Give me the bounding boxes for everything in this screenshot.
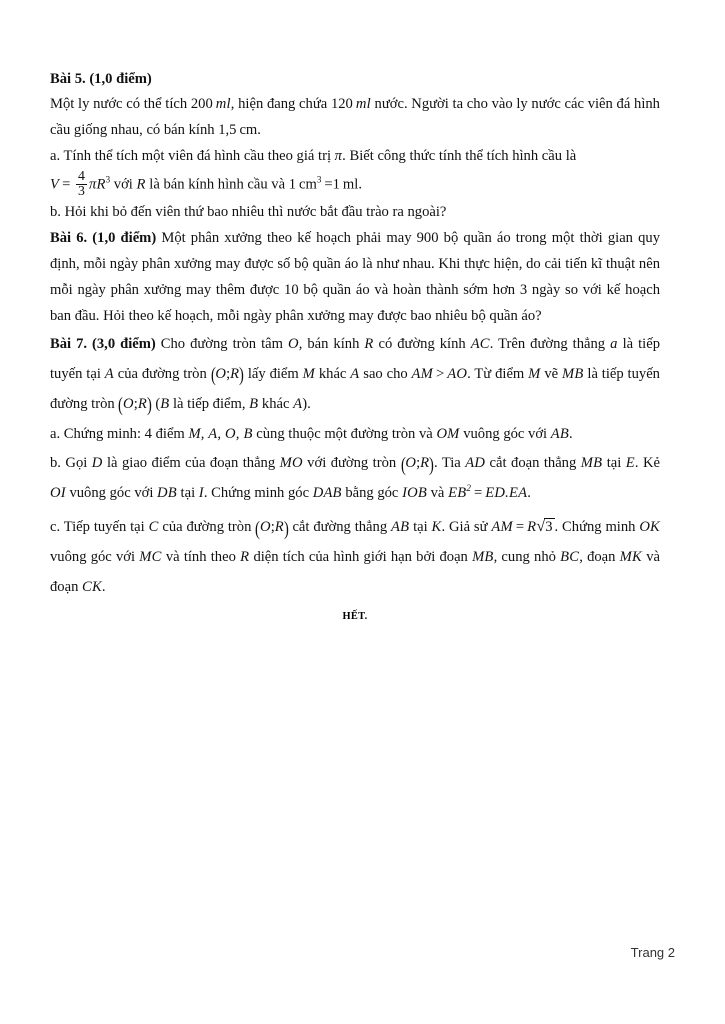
circle-notation-3	[400, 453, 435, 476]
bai-5-unit-ml-2: ml	[355, 95, 371, 112]
angle-IOB: IOB	[402, 485, 427, 502]
segment-MB-1: MB	[562, 365, 584, 382]
circle-notation-1	[210, 364, 245, 387]
bai-7-part-c-text4: tại	[409, 519, 432, 536]
bai-7-line2-part3: lấy điểm	[244, 365, 303, 382]
point-K: K	[431, 519, 442, 536]
point-A-1: A	[104, 365, 114, 382]
line-a-label: a	[610, 335, 618, 352]
bai-7-part-b-text4: . Tia	[434, 455, 466, 472]
segment-AB-1: AB	[550, 425, 569, 442]
circle-notation-4	[255, 517, 289, 540]
bai-7-line3-part4: (	[151, 395, 161, 412]
bai-7-line3-part2: vẽ	[540, 365, 563, 382]
bai-7-part-c-line2-text4: diện tích của hình giới hạn bởi đoạn	[249, 549, 468, 566]
bai-7-part-a-text2: cùng thuộc một đường tròn và	[252, 425, 437, 442]
conversion-cm-exponent: 3	[316, 174, 322, 185]
segment-OI: OI	[50, 485, 66, 502]
conversion-one-2: 1	[332, 176, 340, 193]
bai-6-line4-part2: ngày so với kế hoạch ban đầu. Hỏi theo kế hoạch, mỗi ngày phân xưởng may được	[50, 281, 660, 324]
point-A-3: A	[293, 395, 303, 412]
formula-with-word: với	[113, 176, 133, 193]
conversion-period: .	[358, 176, 362, 193]
circle-notation-R-3: R	[420, 455, 430, 472]
segment-AM: AM	[411, 365, 434, 382]
paren-open-4: (	[255, 517, 260, 540]
conversion-unit-ml: ml	[342, 176, 359, 193]
point-C: C	[148, 519, 159, 536]
point-A-2: A	[350, 365, 360, 382]
bai-7-part-b-text3: với đường tròn	[302, 455, 401, 472]
point-E: E	[625, 455, 635, 472]
bai-7-line3-part1: điểm	[495, 365, 529, 382]
circle-radius-R: R	[364, 335, 374, 352]
bai-7-part-b-text8: vuông góc với	[65, 485, 158, 502]
page-footer	[0, 945, 675, 960]
bai-6-line3-part1: cải tiến kĩ thuật nên mỗi ngày phân xưởng may thêm được	[50, 255, 660, 298]
formula-exponent-3: 3	[105, 174, 111, 185]
conversion-unit-cm: cm	[299, 176, 317, 193]
bai-7-part-c-text3: cắt đường thẳng	[288, 519, 391, 536]
bai-7-part-c-line3-text3: và đoạn	[50, 549, 660, 596]
bai-7-intro-part4: . Trên đường thẳng	[489, 335, 606, 352]
point-B-2: B	[249, 395, 259, 412]
points-M-A-O-B: M, A, O, B	[188, 425, 253, 442]
point-M-2: M	[528, 365, 541, 382]
bai-5-current-volume: 120	[330, 95, 353, 112]
bai-5-heading-text: Bài 5. (1,0 điểm)	[50, 71, 152, 87]
circle-notation-sep-3: ;	[416, 455, 421, 472]
bai-7-part-b-text12: và	[426, 485, 445, 502]
bai-6-quantity-total: 900	[416, 229, 439, 246]
formula-tail-text: là bán kính hình cầu và	[149, 176, 286, 193]
problem-bai-5-part-b	[50, 200, 660, 226]
radicand-value: 3	[545, 519, 553, 536]
fraction-numerator: 4	[78, 168, 85, 184]
bai-7-line3-part3: là tiếp tuyến đường tròn	[50, 365, 660, 412]
arc-BC: BC	[560, 549, 580, 566]
end-of-exam-marker: HẾT.	[342, 610, 368, 622]
radius-R-2: R	[240, 549, 250, 566]
point-M-1: M	[302, 365, 315, 382]
circle-notation-O-1: O	[215, 365, 227, 382]
bai-5-intro-part1: Một ly nước có thể tích	[50, 95, 191, 112]
paren-close-4: )	[283, 517, 289, 540]
bai-7-part-c-line2-text3: và tính theo	[161, 549, 241, 566]
conversion-equals: =	[324, 176, 333, 193]
bai-7-line3-part5: là tiếp điểm,	[169, 395, 250, 412]
square-root-expression	[536, 516, 554, 536]
bai-5-part-a-text2: . Biết công thức tính thể tích hình cầu là	[342, 147, 577, 164]
bai-5-radius-value: 1,5	[218, 121, 237, 138]
bai-6-heading-text: Bài 6. (1,0 điểm)	[50, 229, 157, 246]
angle-DAB: DAB	[312, 485, 342, 502]
circle-notation-sep-4: ;	[270, 519, 275, 536]
formula-variable-R: R	[96, 176, 106, 193]
bai-6-line4-part1: hơn	[492, 281, 520, 298]
bai-7-line3-part6: khác	[258, 395, 294, 412]
expression-EB: EB	[448, 485, 467, 502]
problem-bai-7-part-a	[50, 420, 660, 450]
paren-close-2: )	[146, 394, 152, 417]
formula-variable-R2: R	[136, 176, 146, 193]
bai-7-line2-part1: là tiếp tuyến tại	[50, 335, 660, 382]
bai-6-line5: bao nhiêu bộ quần áo?	[410, 307, 542, 324]
bai-6-days-early: 3	[519, 281, 528, 298]
circle-notation-O-3: O	[405, 455, 417, 472]
paren-open-1: (	[210, 364, 216, 387]
bai-7-heading-text: Bài 7. (3,0 điểm)	[50, 335, 156, 352]
expression-AM-equals: =	[515, 519, 525, 536]
expression-equals: =	[474, 485, 483, 502]
bai-7-part-c-line3-text1: , cung nhỏ	[493, 549, 561, 566]
circle-notation-R-2: R	[137, 395, 147, 412]
bai-7-part-b-text5: cắt đoạn thẳng	[485, 455, 577, 472]
bai-7-part-b-text7: . Kẻ	[634, 455, 660, 472]
bai-5-total-volume: 200	[190, 95, 213, 112]
bai-7-intro-part1: Cho đường tròn tâm	[155, 335, 288, 352]
circle-notation-O-2: O	[123, 395, 134, 412]
segment-AB-2: AB	[390, 519, 410, 536]
inequality-greater-than: >	[436, 365, 445, 382]
segment-DB: DB	[157, 485, 177, 502]
bai-7-part-b-text1: b. Gọi	[50, 455, 92, 472]
expression-AM-R: R	[527, 519, 537, 536]
fraction-denominator: 3	[78, 183, 85, 199]
bai-7-part-b-text10: . Chứng minh góc	[203, 485, 313, 502]
bai-7-intro-part2: , bán kính	[298, 335, 365, 352]
bai-6-quantity-extra: 10	[284, 281, 299, 298]
expression-AM: AM	[491, 519, 513, 536]
circle-notation-sep-2: ;	[133, 395, 138, 412]
formula-equals: =	[62, 176, 71, 193]
segment-OK: OK	[639, 519, 660, 536]
bai-7-part-b-text2: là giao điểm của đoạn thẳng	[102, 455, 280, 472]
problem-bai-5-intro	[50, 92, 660, 144]
segment-MC: MC	[139, 549, 162, 566]
bai-7-part-c-line2-text2: vuông góc với	[50, 549, 140, 566]
bai-6-line1-part1: Một phân xưởng theo kế hoạch phải may	[156, 229, 417, 246]
bai-7-part-c-text6: .	[554, 519, 559, 536]
bai-7-line2-part2: của đường tròn	[113, 365, 211, 382]
circle-notation-R-1: R	[230, 365, 240, 382]
segment-CK: CK	[82, 579, 102, 596]
diameter-AC: AC	[470, 335, 490, 352]
segment-MB-2: MB	[580, 455, 603, 472]
bai-5-part-b-text: b. Hỏi khi bỏ đến viên thứ bao nhiêu thì nước bắt đầu trào ra ngoài?	[50, 203, 447, 220]
bai-7-part-c-line3-text2: , đoạn	[579, 549, 620, 566]
problem-bai-6	[50, 226, 660, 330]
segment-MB-3: MB	[472, 549, 494, 566]
bai-6-line1-part2: bộ quần áo trong một thời	[438, 229, 603, 246]
formula-pi: π	[88, 176, 97, 193]
bai-7-part-b-text6: tại	[602, 455, 626, 472]
paren-open-3: (	[400, 453, 406, 476]
pi-symbol: π	[334, 147, 343, 164]
formula-variable-V: V	[50, 176, 60, 193]
circle-notation-O-4: O	[259, 519, 271, 536]
bai-7-line2-part4: khác	[314, 365, 351, 382]
bai-5-intro-part4: viên đá hình cầu giống nhau, có bán kính	[50, 95, 660, 138]
expression-period: .	[527, 485, 531, 502]
bai-5-part-a-text1: a. Tính thể tích một viên đá hình cầu theo giá trị	[50, 147, 335, 164]
fraction-four-thirds	[76, 170, 87, 199]
bai-7-line3-part7: ).	[302, 395, 311, 412]
segment-AO: AO	[447, 365, 468, 382]
segment-MK: MK	[619, 549, 642, 566]
bai-5-unit-ml-1: ml	[215, 95, 231, 112]
bai-7-part-b-text11: bằng góc	[341, 485, 403, 502]
paren-close-3: )	[429, 453, 435, 476]
bai-7-part-b-text9: tại	[176, 485, 199, 502]
bai-7-part-a-text1: a. Chứng minh: 4 điểm	[50, 425, 189, 442]
bai-7-line2-part5: sao cho	[359, 365, 412, 382]
circle-center-O: O	[287, 335, 299, 352]
point-B-1: B	[160, 395, 170, 412]
paren-close-1: )	[239, 364, 245, 387]
bai-7-part-a-text3: vuông góc với	[459, 425, 551, 442]
segment-MO: MO	[279, 455, 303, 472]
circle-notation-R-4: R	[274, 519, 284, 536]
problem-bai-5-heading	[50, 68, 660, 92]
problem-bai-7-part-b	[50, 449, 660, 509]
bai-7-intro-part3: có đường kính	[373, 335, 471, 352]
bai-5-intro-part3: nước. Người ta cho vào ly nước các	[370, 95, 584, 112]
bai-5-intro-part2: , hiện đang chứa	[230, 95, 331, 112]
problem-bai-7-intro	[50, 330, 660, 420]
point-I: I	[198, 485, 204, 502]
problem-bai-7-part-c	[50, 509, 660, 603]
circle-notation-2	[118, 394, 152, 417]
segment-OM: OM	[436, 425, 460, 442]
bai-5-intro-part5: .	[257, 121, 261, 138]
document-body	[50, 68, 660, 622]
bai-7-line2-part6: . Từ	[467, 365, 492, 382]
problem-bai-5-part-a	[50, 144, 660, 170]
ray-AD: AD	[465, 455, 486, 472]
bai-6-line3-part2: bộ quần áo và hoàn thành sớm	[298, 281, 488, 298]
paren-open-2: (	[118, 394, 124, 417]
bai-6-line2: gian quy định, mỗi ngày phân xưởng may được số bộ quần áo là như nhau. Khi thực hiện, do	[50, 229, 660, 272]
radical-sign-icon: √	[536, 516, 546, 536]
expression-ED-EA: ED.EA	[485, 485, 528, 502]
circle-notation-sep-1: ;	[226, 365, 231, 382]
bai-7-part-c-line3-text4: .	[101, 579, 106, 596]
expression-EB-exponent: 2	[466, 483, 472, 494]
bai-7-part-a-text4: .	[569, 425, 573, 442]
page-number-label: Trang 2	[630, 945, 675, 960]
bai-7-part-c-line2-text1: Chứng minh	[562, 519, 640, 536]
bai-7-part-c-text1: c. Tiếp tuyến tại	[50, 519, 149, 536]
problem-bai-5-formula-line	[50, 170, 660, 200]
bai-7-part-c-text5: . Giả sử	[441, 519, 492, 536]
point-D: D	[91, 455, 103, 472]
bai-7-part-c-text2: của đường tròn	[158, 519, 256, 536]
conversion-one-1: 1	[288, 176, 297, 193]
bai-5-unit-cm: cm	[239, 121, 258, 138]
